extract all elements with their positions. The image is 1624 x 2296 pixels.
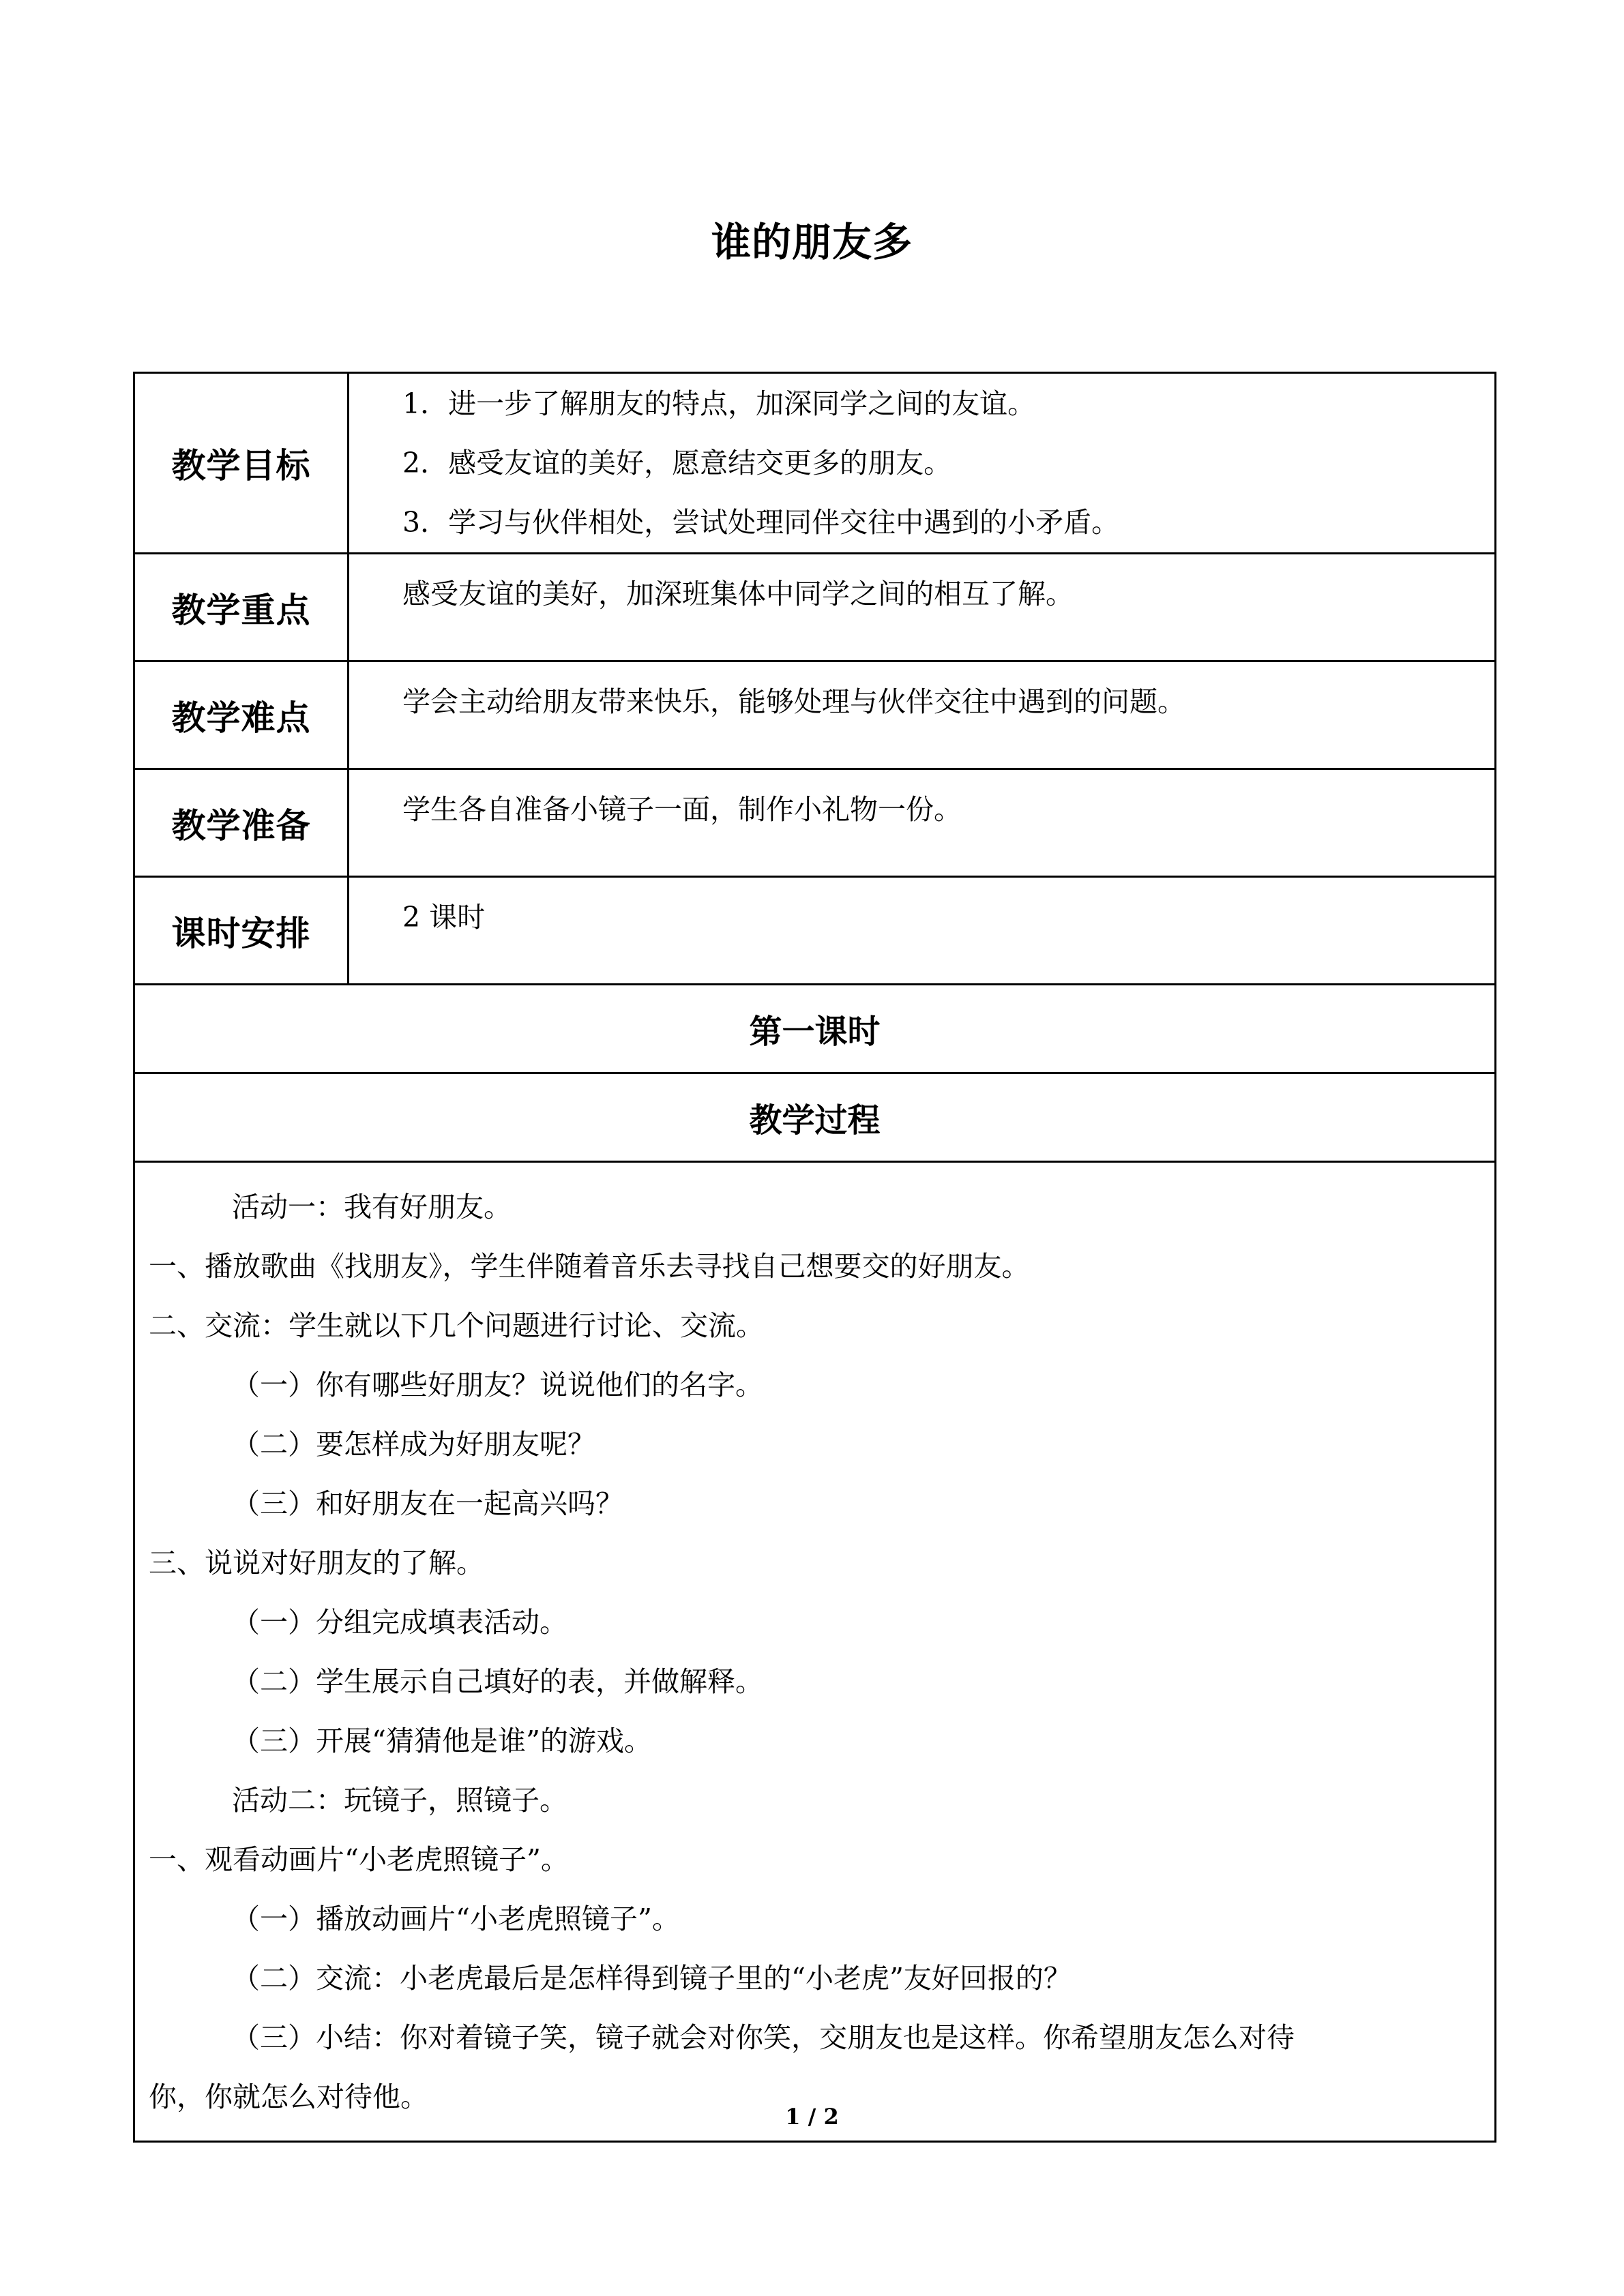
preparation-row — [134, 769, 1496, 877]
process-heading: 教学过程 — [134, 1073, 1496, 1162]
process-step: 一、观看动画片“小老虎照镜子”。 — [149, 1843, 569, 1876]
process-substep: （一）分组完成填表活动。 — [232, 1606, 567, 1639]
page-title: 谁的朋友多 — [711, 219, 913, 265]
process-substep: （二）要怎样成为好朋友呢？ — [232, 1428, 595, 1461]
process-step: 二、交流：学生就以下几个问题进行讨论、交流。 — [149, 1309, 764, 1342]
difficulties-label: 教学难点 — [134, 661, 349, 769]
process-substep: （二）交流：小老虎最后是怎样得到镜子里的“小老虎”友好回报的？ — [232, 1962, 1072, 1995]
lesson-heading: 第一课时 — [134, 985, 1496, 1073]
process-substep: （三）小结：你对着镜子笑，镜子就会对你笑，交朋友也是这样。你希望朋友怎么对待 — [232, 2021, 1295, 2054]
preparation-label: 教学准备 — [134, 769, 349, 877]
difficulties-row — [134, 661, 1496, 769]
schedule-row — [134, 877, 1496, 985]
process-heading-row — [134, 1073, 1496, 1162]
goals-content — [349, 373, 1496, 554]
activity-heading: 活动二：玩镜子，照镜子。 — [232, 1784, 567, 1817]
key-points-row — [134, 554, 1496, 661]
goals-label: 教学目标 — [134, 373, 349, 554]
process-substep: （一）你有哪些好朋友？说说他们的名字。 — [232, 1369, 763, 1401]
difficulties-content: 学会主动给朋友带来快乐，能够处理与伙伴交往中遇到的问题。 — [349, 661, 1496, 769]
goal-item: 1．进一步了解朋友的特点，加深同学之间的友谊。 — [402, 387, 1036, 420]
process-substep: （三）和好朋友在一起高兴吗？ — [232, 1487, 623, 1520]
page-number: 1 / 2 — [785, 2104, 839, 2130]
key-points-label: 教学重点 — [134, 554, 349, 661]
process-substep: （一）播放动画片“小老虎照镜子”。 — [232, 1903, 680, 1935]
goal-item: 3．学习与伙伴相处，尝试处理同伴交往中遇到的小矛盾。 — [402, 505, 1120, 539]
goals-row — [134, 373, 1496, 554]
process-content — [134, 1162, 1496, 2142]
key-points-content: 感受友谊的美好，加深班集体中同学之间的相互了解。 — [349, 554, 1496, 661]
lesson-plan-table — [133, 372, 1496, 2143]
process-step: 三、说说对好朋友的了解。 — [149, 1547, 484, 1579]
process-substep-continued: 你，你就怎么对待他。 — [149, 2081, 428, 2113]
process-step: 一、播放歌曲《找朋友》，学生伴随着音乐去寻找自己想要交的好朋友。 — [149, 1250, 1030, 1283]
process-substep: （二）学生展示自己填好的表，并做解释。 — [232, 1665, 763, 1698]
activity-heading: 活动一：我有好朋友。 — [232, 1191, 512, 1223]
preparation-content: 学生各自准备小镜子一面，制作小礼物一份。 — [349, 769, 1496, 877]
goal-item: 2．感受友谊的美好，愿意结交更多的朋友。 — [402, 446, 952, 479]
process-row — [134, 1162, 1496, 2142]
lesson-heading-row — [134, 985, 1496, 1073]
schedule-content: 2 课时 — [349, 877, 1496, 985]
schedule-label: 课时安排 — [134, 877, 349, 985]
process-substep: （三）开展“猜猜他是谁”的游戏。 — [232, 1725, 652, 1757]
